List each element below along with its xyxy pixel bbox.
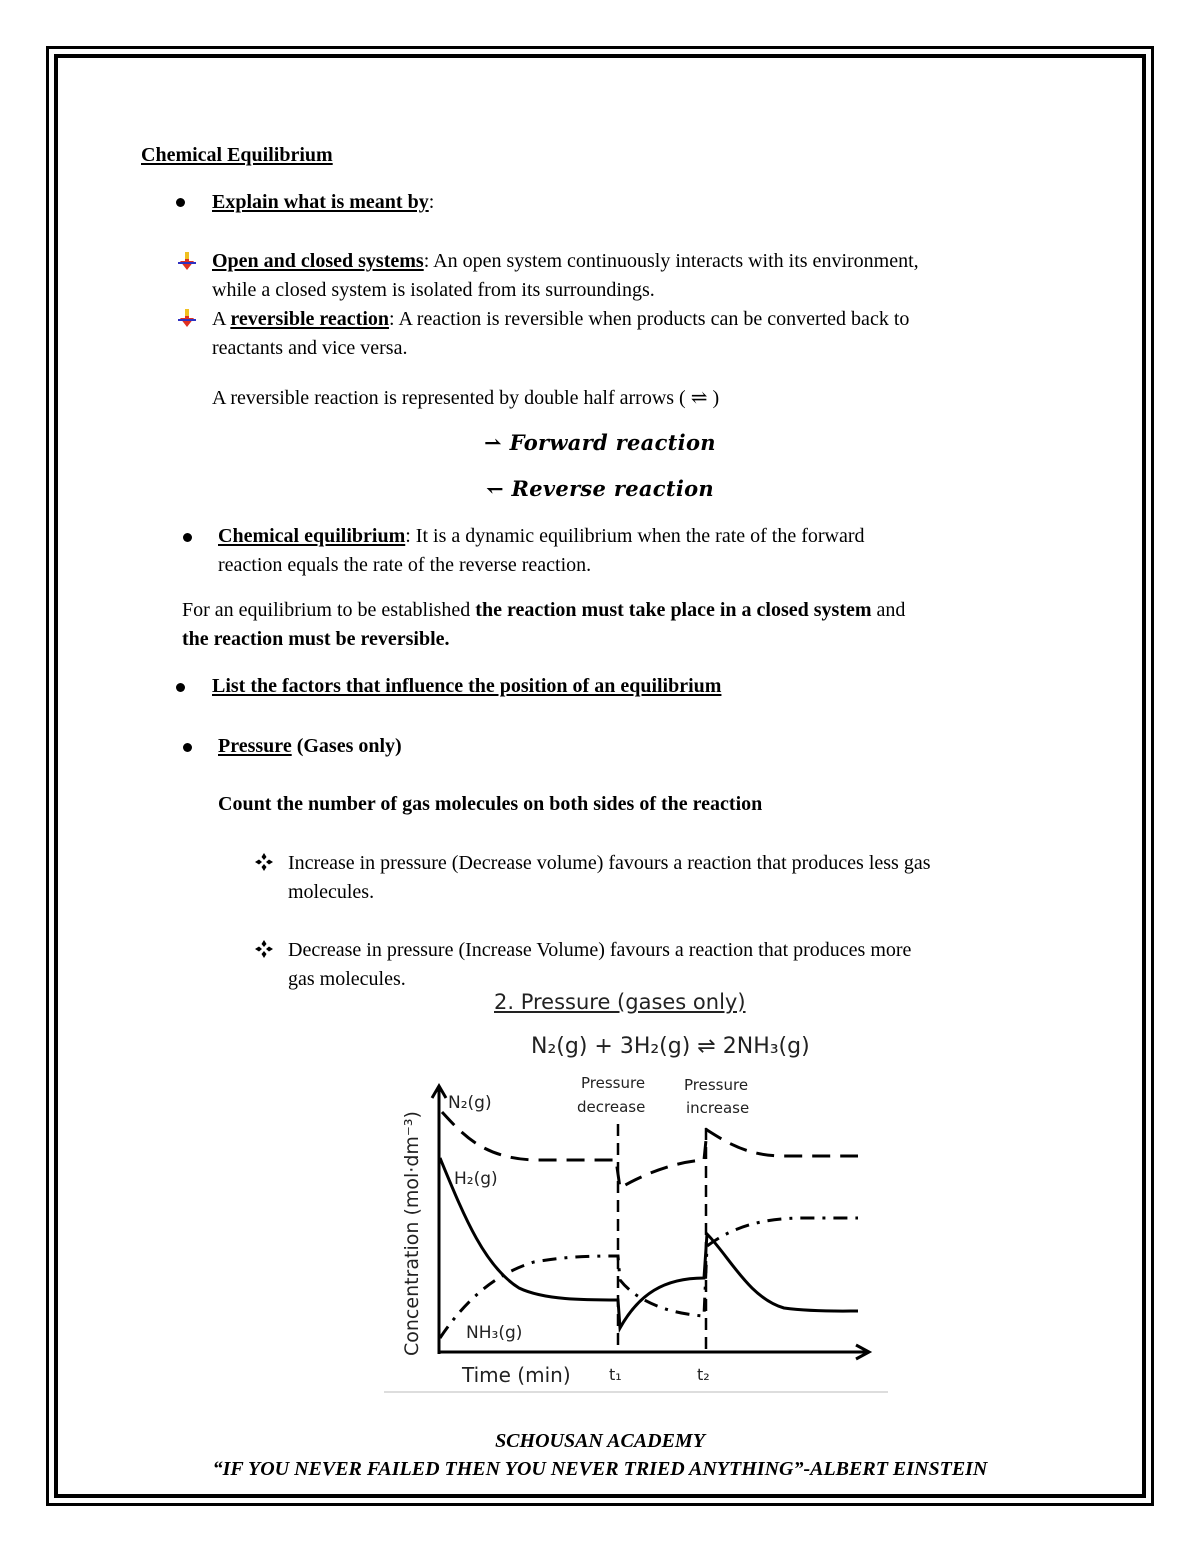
forward-reaction: ⇀ Forward reaction	[484, 430, 716, 455]
y-axis-label: Concentration (mol·dm⁻³)	[401, 1111, 423, 1356]
establish-line1	[182, 596, 905, 625]
nh3-curve	[440, 1218, 858, 1338]
open-closed-line2: while a closed system is isolated from its surroundings.	[212, 279, 655, 301]
h2-label: H₂(g)	[454, 1169, 498, 1189]
figure-title: 2. Pressure (gases only)	[494, 990, 746, 1014]
event2-label-line2: increase	[686, 1099, 750, 1117]
down-arrow-icon	[176, 250, 198, 272]
count-line: Count the number of gas molecules on both sides of the reaction	[218, 793, 763, 815]
pressure-rest: (Gases only)	[291, 735, 402, 757]
decrease-line1: Decrease in pressure (Increase Volume) favours a reaction that produces more	[288, 939, 912, 961]
explain-label: Explain what is meant by	[212, 191, 429, 213]
bullet-icon	[183, 533, 192, 542]
establish-part1: For an equilibrium to be established	[182, 599, 476, 621]
establish-part3: and	[871, 599, 906, 621]
open-closed-term: Open and closed systems	[212, 250, 424, 272]
footer-academy: SCHOUSAN ACADEMY	[495, 1430, 705, 1452]
reversible-line2: reactants and vice versa.	[212, 337, 408, 359]
reversible-prefix: A	[212, 308, 231, 330]
factors-heading: List the factors that influence the position of an equilibrium	[212, 675, 722, 697]
equilibrium-line2: reaction equals the rate of the reverse reaction.	[218, 554, 592, 576]
open-closed-text: : An open system continuously interacts with its environment,	[423, 250, 919, 272]
open-closed-line1	[212, 247, 919, 276]
reversible-text: : A reaction is reversible when products can be converted back to	[389, 308, 910, 330]
t2-label: t₂	[697, 1365, 710, 1384]
n2-label: N₂(g)	[448, 1093, 492, 1113]
down-arrow-icon	[176, 307, 198, 329]
t1-label: t₁	[609, 1365, 622, 1384]
bullet-icon	[176, 198, 185, 207]
increase-line1: Increase in pressure (Decrease volume) favours a reaction that produces less gas	[288, 852, 931, 874]
equilibrium-line1	[218, 522, 865, 551]
diamond-bullet-icon	[254, 852, 274, 872]
footer-quote: “IF YOU NEVER FAILED THEN YOU NEVER TRIED ANYTHING”-ALBERT EINSTEIN	[212, 1458, 988, 1480]
explain-colon: :	[428, 191, 435, 213]
equilibrium-text: : It is a dynamic equilibrium when the rate of the forward	[405, 525, 865, 547]
event2-label-line1: Pressure	[684, 1076, 749, 1094]
reversible-note: A reversible reaction is represented by double half arrows ( ⇌ )	[212, 387, 720, 409]
pressure-term: Pressure	[218, 735, 292, 757]
reversible-line1	[212, 305, 909, 334]
bullet-icon	[183, 743, 192, 752]
event1-label-line1: Pressure	[581, 1074, 646, 1092]
reverse-reaction: ↽ Reverse reaction	[485, 476, 714, 501]
establish-part2: the reaction must take place in a closed system	[475, 599, 872, 621]
explain-line	[212, 188, 434, 217]
equilibrium-term: Chemical equilibrium	[218, 525, 406, 547]
nh3-label: NH₃(g)	[466, 1323, 523, 1343]
figure-equation: N₂(g) + 3H₂(g) ⇌ 2NH₃(g)	[531, 1034, 810, 1059]
establish-line2: the reaction must be reversible.	[182, 628, 450, 650]
reversible-term: reversible reaction	[230, 308, 389, 330]
page-title: Chemical Equilibrium	[141, 144, 333, 166]
event1-label-line2: decrease	[577, 1098, 646, 1116]
pressure-heading	[218, 732, 402, 761]
decrease-line2: gas molecules.	[288, 968, 406, 990]
pressure-graph	[384, 1066, 888, 1396]
bullet-icon	[176, 683, 185, 692]
diamond-bullet-icon	[254, 939, 274, 959]
increase-line2: molecules.	[288, 881, 375, 903]
x-axis-label: Time (min)	[462, 1363, 571, 1387]
n2-curve	[442, 1112, 858, 1188]
